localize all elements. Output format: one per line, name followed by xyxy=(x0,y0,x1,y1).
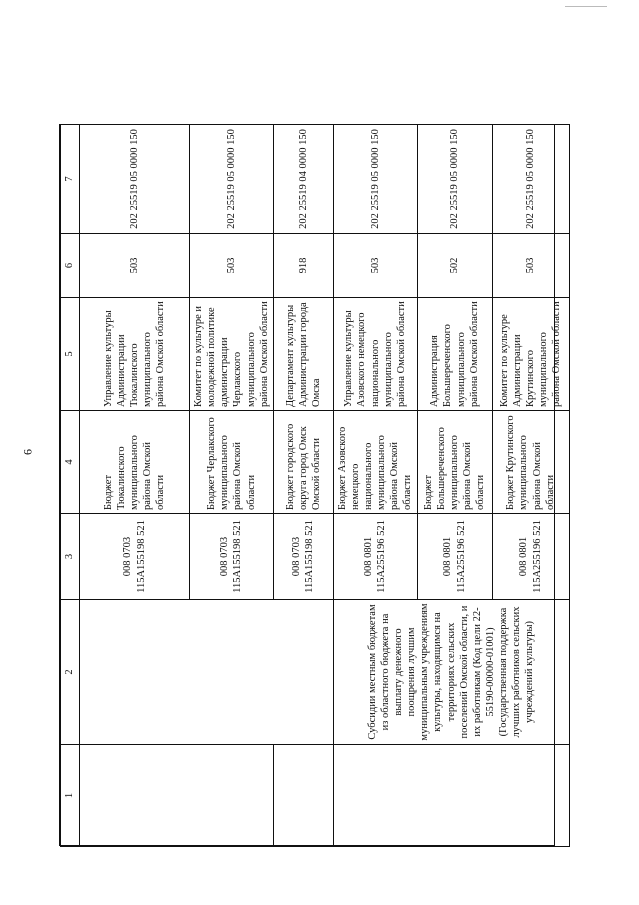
budget-table xyxy=(60,124,570,847)
cell-kbk: 202 25519 05 0000 150 xyxy=(417,125,492,234)
header-col-2: 2 xyxy=(61,600,80,745)
header-col-6: 6 xyxy=(61,234,80,298)
scan-artifact xyxy=(565,6,607,7)
cell-number xyxy=(190,745,274,847)
cell-code: 008 0703 115A155198 521 xyxy=(190,514,274,600)
cell-description xyxy=(190,600,274,745)
cell-number xyxy=(273,745,333,847)
header-col-4: 4 xyxy=(61,411,80,514)
cell-admin: Департамент культуры Администрации города Омска xyxy=(273,298,333,411)
cell-admin: Комитет по культуре и молодежной политике администрации Черлакского муниципального района Омской области xyxy=(190,298,274,411)
cell-number xyxy=(333,745,569,847)
cell-kbk: 202 25519 05 0000 150 xyxy=(190,125,274,234)
table-row xyxy=(190,125,274,847)
cell-kbk: 202 25519 05 0000 150 xyxy=(492,125,569,234)
cell-kbk: 202 25519 05 0000 150 xyxy=(333,125,417,234)
cell-budget: Бюджет Крутинского муниципального района Омской области xyxy=(492,411,569,514)
header-col-5: 5 xyxy=(61,298,80,411)
cell-admin: Управление культуры Азовского немецкого национального муниципального района Омской области xyxy=(333,298,417,411)
cell-budget: Бюджет Черлакского муниципального района Омской области xyxy=(190,411,274,514)
cell-description xyxy=(80,600,190,745)
cell-subsidy-description: Субсидии местным бюджетам из областного бюджета на выплату денежного поощрения лучшим муниципальным учреждениям культуры, находящимся на территориях сельских поселений Омской области, и их работникам (Код цели 22-55190-00000-01001) (Государственная поддержка лучших работников сельских учреждений культуры) xyxy=(333,600,569,745)
cell-admin: Комитет по культуре Администрации Крутинского муниципального района Омской области xyxy=(492,298,569,411)
cell-budget: Бюджет городского округа город Омск Омской области xyxy=(273,411,333,514)
cell-kvr: 503 xyxy=(190,234,274,298)
cell-code: 008 0801 115A255196 521 xyxy=(333,514,417,600)
document-table-frame xyxy=(59,124,563,846)
page-number: 6 xyxy=(20,449,35,455)
header-col-1: 1 xyxy=(61,745,80,847)
header-row xyxy=(61,125,80,847)
cell-kvr: 503 xyxy=(80,234,190,298)
cell-budget: Бюджет Большереченского муниципального района Омской области xyxy=(417,411,492,514)
cell-kvr: 503 xyxy=(492,234,569,298)
header-col-3: 3 xyxy=(61,514,80,600)
header-col-7: 7 xyxy=(61,125,80,234)
cell-admin: Управление культуры Администрации Тюкалинского муниципального района Омской области xyxy=(80,298,190,411)
cell-code: 008 0703 115A155198 521 xyxy=(80,514,190,600)
cell-number xyxy=(80,745,190,847)
cell-budget: Бюджет Тюкалинского муниципального района Омской области xyxy=(80,411,190,514)
cell-code: 008 0801 115A255196 521 xyxy=(492,514,569,600)
cell-description xyxy=(273,600,333,745)
table-row xyxy=(80,125,190,847)
cell-budget: Бюджет Азовского немецкого национального муниципального района Омской области xyxy=(333,411,417,514)
rotated-table-container xyxy=(60,125,563,847)
cell-code: 008 0801 115A255196 521 xyxy=(417,514,492,600)
cell-kvr: 503 xyxy=(333,234,417,298)
cell-code: 008 0703 115A155198 521 xyxy=(273,514,333,600)
cell-kbk: 202 25519 05 0000 150 xyxy=(80,125,190,234)
cell-kbk: 202 25519 04 0000 150 xyxy=(273,125,333,234)
cell-kvr: 502 xyxy=(417,234,492,298)
cell-admin: Администрация Большереченского муниципального района Омской области xyxy=(417,298,492,411)
table-row xyxy=(273,125,333,847)
cell-kvr: 918 xyxy=(273,234,333,298)
table-row xyxy=(333,125,417,847)
